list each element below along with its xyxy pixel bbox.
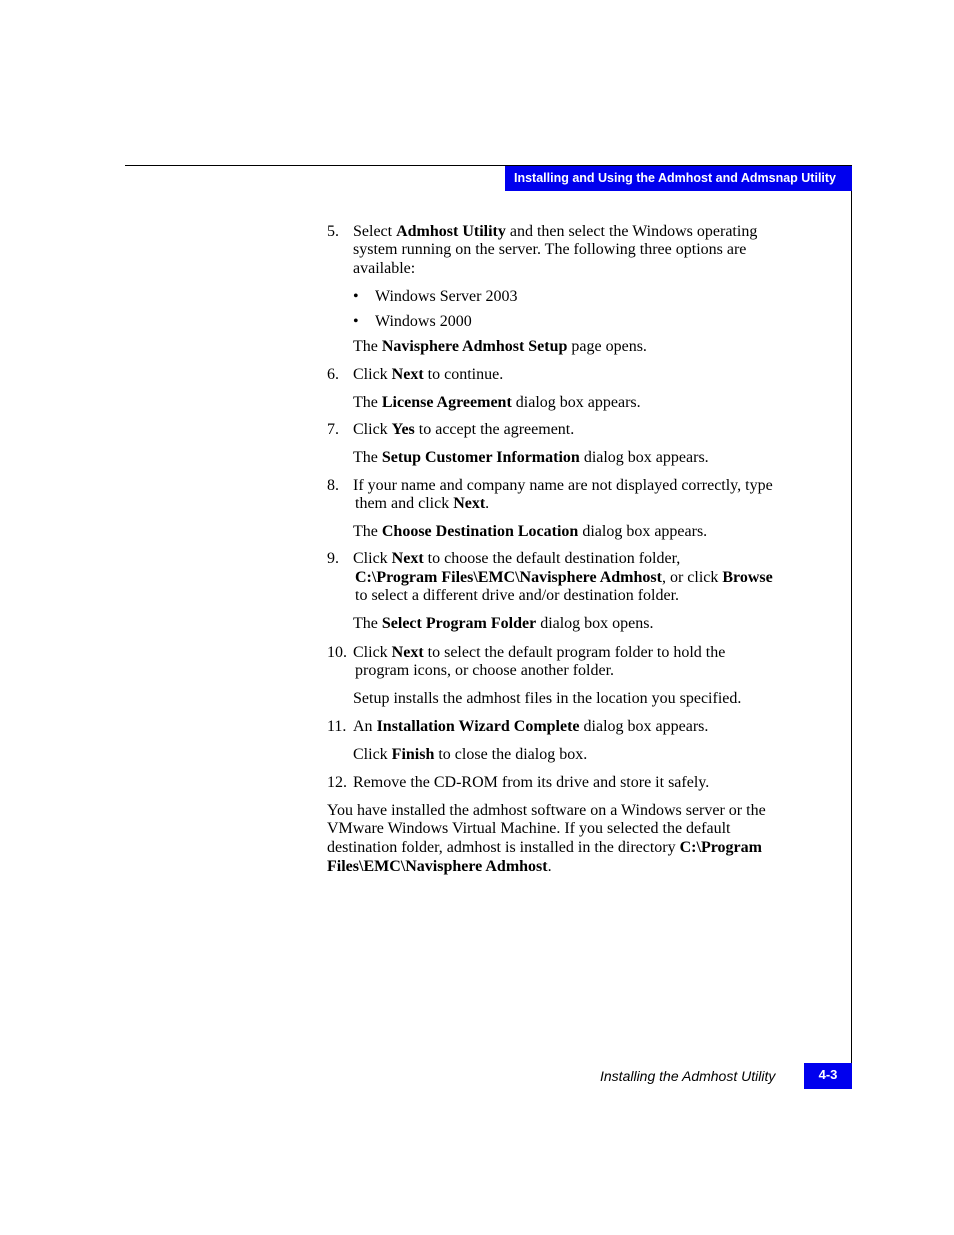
step-10-line-1: Click Next to select the default program folder to hold the: [353, 644, 726, 661]
closing-line-1: You have installed the admhost software on a Windows server or the: [327, 802, 766, 819]
page-number: 4-3: [804, 1063, 852, 1089]
step-9-line-3: to select a different drive and/or destination folder.: [355, 587, 680, 604]
list-item: Windows 2000: [375, 313, 472, 330]
bullet-icon: •: [353, 288, 359, 305]
step-11-result: Click Finish to close the dialog box.: [353, 746, 588, 763]
margin-rule: [851, 165, 852, 1089]
step-number: 12.: [327, 774, 347, 791]
step-number: 11.: [327, 718, 347, 735]
step-9-result: The Select Program Folder dialog box opens.: [353, 615, 654, 632]
step-number: 9.: [327, 550, 339, 567]
closing-line-3: destination folder, admhost is installed in the directory C:\Program: [327, 839, 762, 856]
step-8-line-1: If your name and company name are not displayed correctly, type: [353, 477, 773, 494]
list-item: Windows Server 2003: [375, 288, 518, 305]
step-6: Click Next to continue.: [353, 366, 504, 383]
step-number: 8.: [327, 477, 339, 494]
step-10-line-2: program icons, or choose another folder.: [355, 662, 615, 679]
step-9-line-2: C:\Program Files\EMC\Navisphere Admhost, or click Browse: [355, 569, 773, 586]
step-12: Remove the CD-ROM from its drive and store it safely.: [353, 774, 710, 791]
step-6-result: The License Agreement dialog box appears.: [353, 394, 641, 411]
step-number: 6.: [327, 366, 339, 383]
step-5-result: The Navisphere Admhost Setup page opens.: [353, 338, 647, 355]
step-7-result: The Setup Customer Information dialog box appears.: [353, 449, 709, 466]
section-header: Installing and Using the Admhost and Admsnap Utility: [505, 166, 852, 191]
step-5-line-2: system running on the server. The following three options are: [353, 241, 747, 258]
step-11: An Installation Wizard Complete dialog box appears.: [353, 718, 709, 735]
footer-chapter-title: Installing the Admhost Utility: [600, 1068, 776, 1084]
step-5-line-1: Select Admhost Utility and then select the Windows operating: [353, 223, 758, 240]
bullet-icon: •: [353, 313, 359, 330]
step-7: Click Yes to accept the agreement.: [353, 421, 575, 438]
step-8-line-2: them and click Next.: [355, 495, 490, 512]
step-number: 10.: [327, 644, 347, 661]
step-5-line-3: available:: [353, 260, 416, 277]
step-9-line-1: Click Next to choose the default destination folder,: [353, 550, 681, 567]
step-number: 5.: [327, 223, 339, 240]
step-8-result: The Choose Destination Location dialog box appears.: [353, 523, 708, 540]
step-number: 7.: [327, 421, 339, 438]
closing-line-4: Files\EMC\Navisphere Admhost.: [327, 858, 552, 875]
step-10-result: Setup installs the admhost files in the location you specified.: [353, 690, 742, 707]
closing-line-2: VMware Windows Virtual Machine. If you selected the default: [327, 820, 731, 837]
